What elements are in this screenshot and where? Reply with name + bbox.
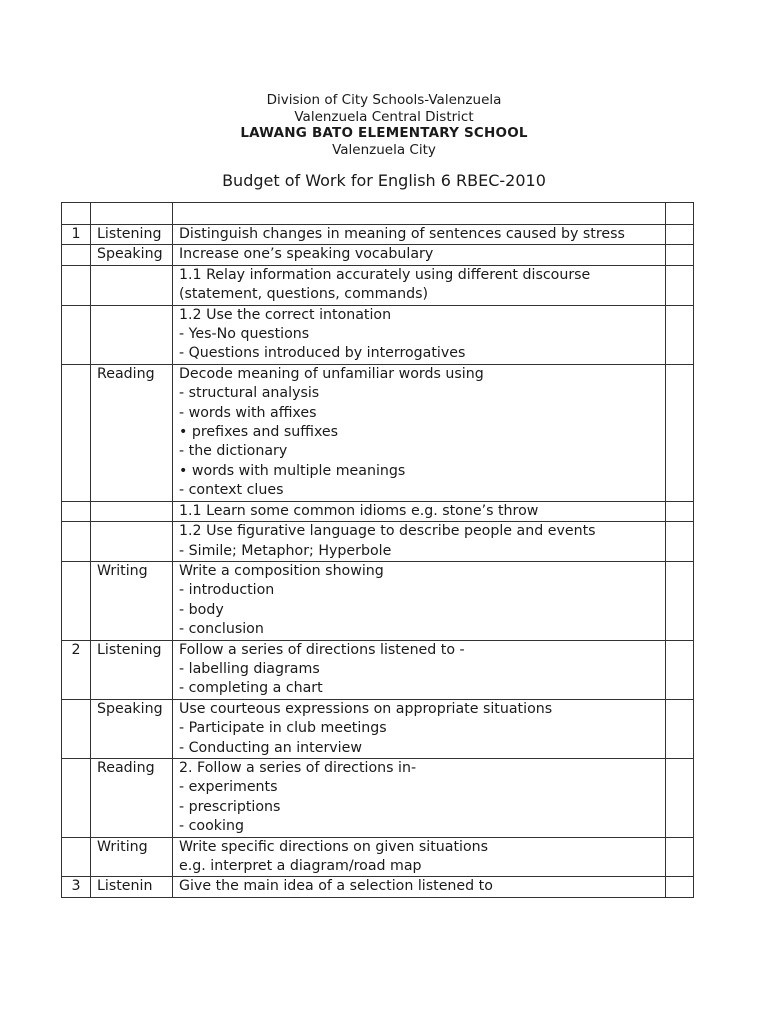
unit-number-cell: 1 <box>62 225 91 245</box>
competency-line: - context clues <box>179 482 284 499</box>
competency-line: Use courteous expressions on appropriate situations <box>179 700 553 717</box>
skill-cell <box>91 305 173 364</box>
unit-number-cell: 2 <box>62 640 91 699</box>
blank-cell <box>666 225 694 245</box>
blank-cell <box>62 203 91 225</box>
table-row <box>62 225 694 245</box>
skill-cell <box>91 501 173 521</box>
table-row <box>62 501 694 521</box>
competency-line: - the dictionary <box>179 443 288 460</box>
blank-cell <box>666 265 694 305</box>
table-row <box>62 758 694 837</box>
blank-cell <box>666 640 694 699</box>
competency-line: e.g. interpret a diagram/road map <box>179 858 422 874</box>
competency-cell <box>173 305 666 364</box>
unit-number-cell <box>62 245 91 265</box>
competency-line: - completing a chart <box>179 680 323 697</box>
blank-cell <box>666 877 694 897</box>
competency-cell <box>173 265 666 305</box>
skill-cell: Speaking <box>91 245 173 265</box>
blank-cell <box>666 561 694 640</box>
competency-line: - Conducting an interview <box>179 739 362 756</box>
competency-line: - Simile; Metaphor; Hyperbole <box>179 542 392 559</box>
budget-of-work-table <box>61 202 694 898</box>
unit-number-cell: 3 <box>62 877 91 897</box>
competency-line: - Questions introduced by interrogatives <box>179 345 466 362</box>
skill-cell: Writing <box>91 561 173 640</box>
competency-line: - cooking <box>179 818 244 835</box>
competency-cell <box>173 522 666 562</box>
unit-number-cell <box>62 699 91 758</box>
skill-cell: Listenin <box>91 877 173 897</box>
competency-line: - words with affixes <box>179 404 317 421</box>
document-header <box>0 92 768 158</box>
skill-cell: Listening <box>91 225 173 245</box>
competency-line: - experiments <box>179 779 278 796</box>
competency-line: - prescriptions <box>179 798 281 815</box>
competency-cell <box>173 245 666 265</box>
skill-cell: Speaking <box>91 699 173 758</box>
unit-number-cell <box>62 364 91 501</box>
competency-cell <box>173 364 666 501</box>
blank-cell <box>666 364 694 501</box>
unit-number-cell <box>62 758 91 837</box>
competency-line: - labelling diagrams <box>179 660 320 677</box>
skill-cell: Writing <box>91 837 173 877</box>
unit-number-cell <box>62 837 91 877</box>
table-row <box>62 837 694 877</box>
competency-cell <box>173 758 666 837</box>
competency-cell <box>173 501 666 521</box>
blank-cell <box>173 203 666 225</box>
blank-cell <box>666 203 694 225</box>
competency-cell <box>173 225 666 245</box>
blank-cell <box>666 305 694 364</box>
competency-line: Write a composition showing <box>179 562 384 579</box>
table-row <box>62 245 694 265</box>
competency-line: - Yes-No questions <box>179 326 310 343</box>
competency-line: - Participate in club meetings <box>179 720 387 737</box>
competency-cell <box>173 699 666 758</box>
competency-line: (statement, questions, commands) <box>179 286 429 303</box>
city-name: Valenzuela City <box>332 141 436 158</box>
competency-line: 1.1 Learn some common idioms e.g. stone’s throw <box>179 502 539 519</box>
competency-line: • words with multiple meanings <box>179 462 406 479</box>
skill-cell: Listening <box>91 640 173 699</box>
table-blank-row <box>62 203 694 225</box>
document-title: Budget of Work for English 6 RBEC-2010 <box>222 171 546 190</box>
blank-cell <box>666 699 694 758</box>
skill-cell: Reading <box>91 364 173 501</box>
competency-line: Increase one’s speaking vocabulary <box>179 246 434 263</box>
competency-line: - body <box>179 601 224 618</box>
competency-line: • prefixes and suffixes <box>179 424 339 441</box>
skill-cell: Reading <box>91 758 173 837</box>
competency-cell <box>173 837 666 877</box>
unit-number-cell <box>62 522 91 562</box>
blank-cell <box>666 501 694 521</box>
competency-line: - structural analysis <box>179 385 320 402</box>
unit-number-cell <box>62 305 91 364</box>
skill-cell <box>91 265 173 305</box>
district-name: Valenzuela Central District <box>294 108 474 125</box>
competency-line: 1.2 Use the correct intonation <box>179 306 392 323</box>
division-name: Division of City Schools-Valenzuela <box>266 92 502 108</box>
competency-cell <box>173 640 666 699</box>
unit-number-cell <box>62 265 91 305</box>
table-row <box>62 364 694 501</box>
skill-cell <box>91 522 173 562</box>
competency-line: Give the main idea of a selection listened to <box>179 878 493 895</box>
unit-number-cell <box>62 501 91 521</box>
competency-cell <box>173 877 666 897</box>
competency-line: - conclusion <box>179 621 264 638</box>
school-name: LAWANG BATO ELEMENTARY SCHOOL <box>240 125 528 141</box>
competency-line: Decode meaning of unfamiliar words using <box>179 365 484 382</box>
competency-line: Distinguish changes in meaning of sentences caused by stress <box>179 226 625 242</box>
table-body <box>62 203 694 898</box>
blank-cell <box>91 203 173 225</box>
competency-line: Follow a series of directions listened to - <box>179 641 465 658</box>
competency-line: 2. Follow a series of directions in- <box>179 759 417 776</box>
blank-cell <box>666 245 694 265</box>
competency-cell <box>173 561 666 640</box>
table-row <box>62 561 694 640</box>
blank-cell <box>666 758 694 837</box>
competency-line: - introduction <box>179 582 275 599</box>
table-row <box>62 522 694 562</box>
unit-number-cell <box>62 561 91 640</box>
table-row <box>62 640 694 699</box>
competency-line: 1.1 Relay information accurately using different discourse <box>179 266 591 283</box>
table-row <box>62 305 694 364</box>
table-row <box>62 699 694 758</box>
table-row <box>62 877 694 897</box>
table-row <box>62 265 694 305</box>
competency-line: Write specific directions on given situations <box>179 838 489 855</box>
competency-line: 1.2 Use figurative language to describe people and events <box>179 523 596 540</box>
blank-cell <box>666 837 694 877</box>
blank-cell <box>666 522 694 562</box>
